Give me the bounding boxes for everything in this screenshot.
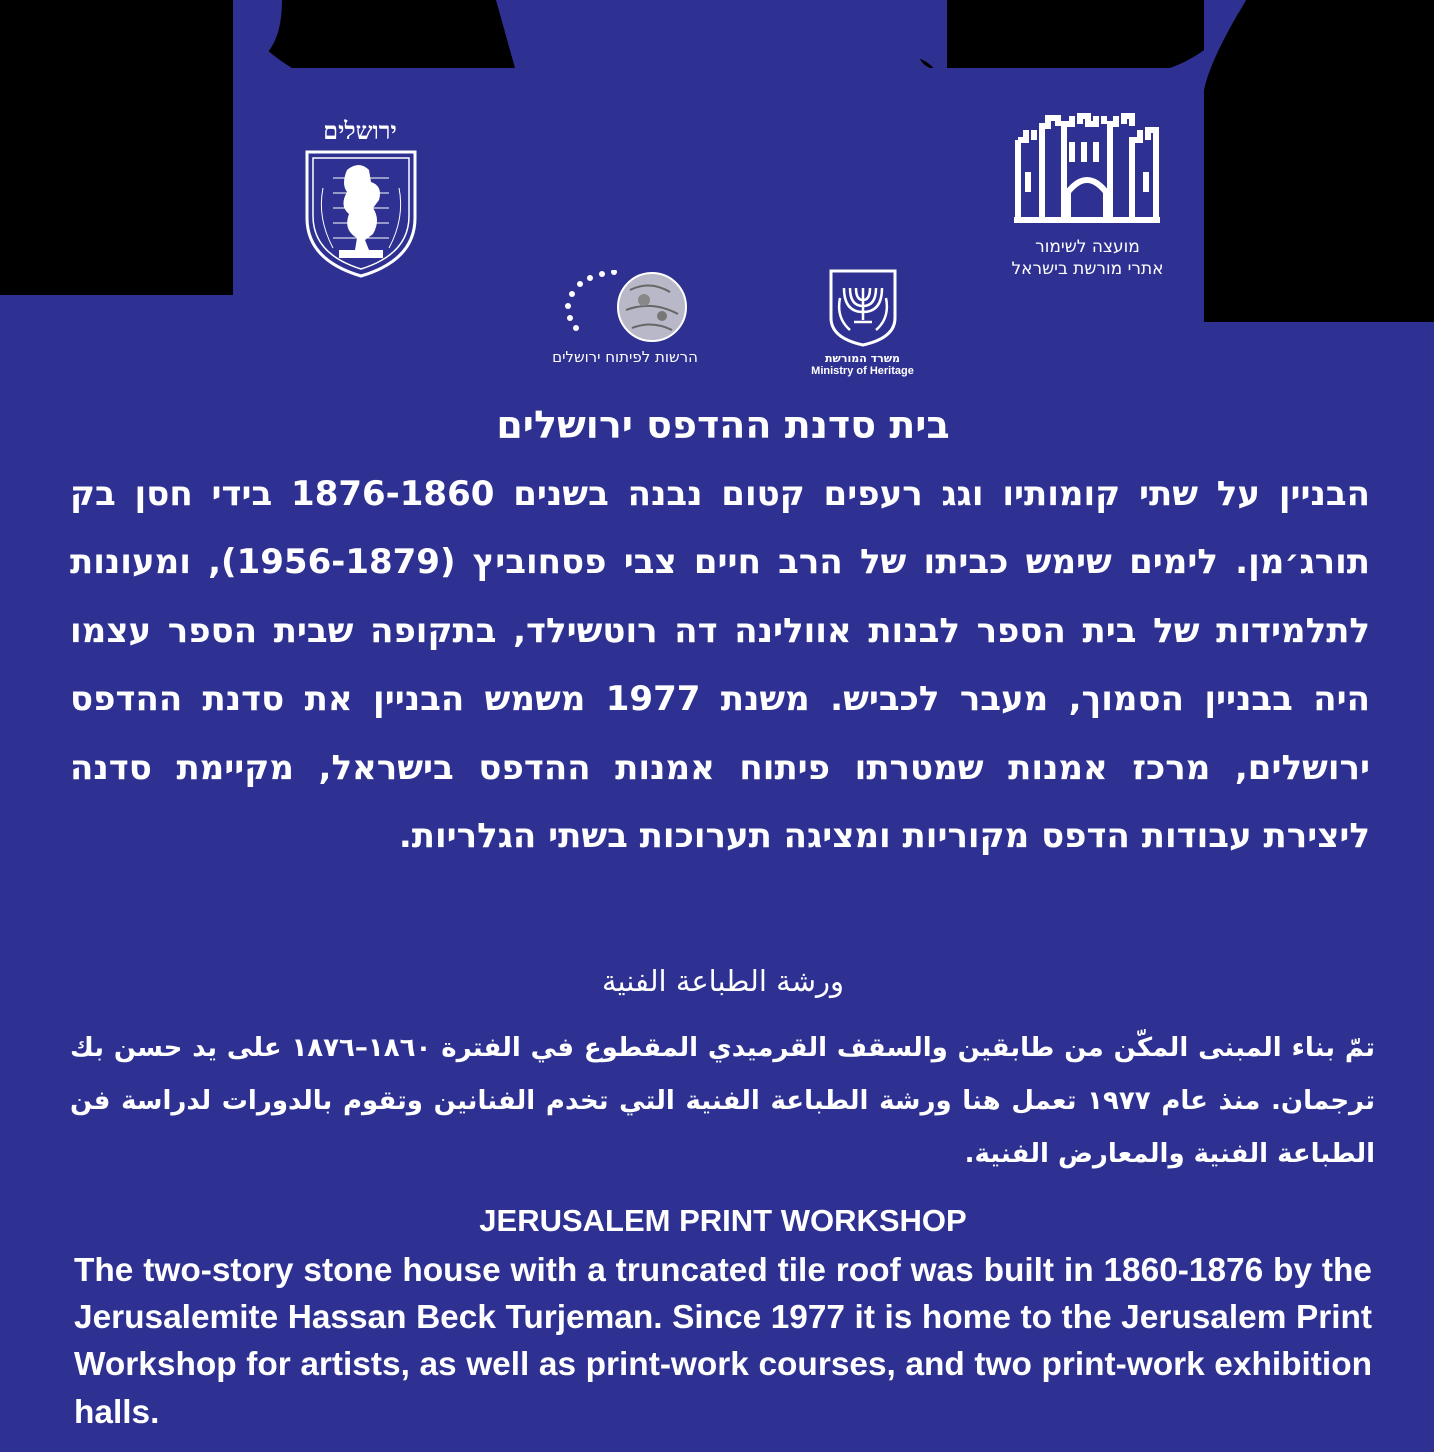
heritage-council-building-icon bbox=[1012, 112, 1162, 224]
heritage-council-line2: אתרי מורשת בישראל bbox=[1011, 259, 1164, 279]
english-body: The two-story stone house with a truncated tile roof was built in 1860-1876 by the Jerusalemite Hassan Beck Turjeman. Since 1977 it is home to the Jerusalem Print Workshop for artists, as well as print-work courses, and two print-work exhibition halls. bbox=[74, 1252, 1372, 1431]
hebrew-body: הבניין על שתי קומותיו וגג רעפים קטום נבנה בשנים 1876-1860 בידי חסן בק תורג׳מן. לימים שימש כביתו של הרב חיים צבי פסחוביץ (1956-1879), ומעונות לתלמידות של בית הספר לבנות אוולינה דה רוטשילד, בתקופה שבית הספר עצמו היה בבניין הסמוך, מעבר לכביש. משנת 1977 משמש הבניין את סדנת ההדפס ירושלים, מרכז אמנות שמטרתו פיתוח אמנות ההדפס בישראל, מקיימת סדנה ליצירת עבודות הדפס מקוריות ומציגה תערוכות בשתי הגלריות. bbox=[70, 474, 1371, 857]
arabic-title: ورشة الطباعة الفنية bbox=[601, 964, 845, 998]
ministry-caption bbox=[800, 352, 925, 378]
jerusalem-wordmark: ירושלים bbox=[323, 116, 397, 145]
heritage-council-line1: מועצה לשימור bbox=[1035, 237, 1140, 257]
heritage-council-caption bbox=[975, 236, 1200, 280]
ministry-caption-en: Ministry of Heritage bbox=[811, 365, 914, 377]
jerusalem-lion-emblem-icon bbox=[303, 148, 419, 278]
english-title: JERUSALEM PRINT WORKSHOP bbox=[479, 1203, 967, 1238]
hebrew-title: בית סדנת ההדפס ירושלים bbox=[496, 403, 950, 447]
ministry-caption-he: משרד המורשת bbox=[825, 352, 900, 365]
arabic-body: تمّ بناء المبنى المكّن من طابقين والسقف القرميدي المقطوع في الفترة ١٨٦٠–١٨٧٦ على يد حسن بك ترجمان. منذ عام ١٩٧٧ تعمل هنا ورشة الطباعة الفنية التي تخدم الفنانين وتقوم بالدورات لدراسة فن الطباعة الفنية والمعارض الفنية. bbox=[70, 1033, 1376, 1169]
development-authority-globe-icon bbox=[560, 270, 690, 345]
state-emblem-menorah-icon bbox=[828, 268, 898, 348]
development-authority-caption: הרשות לפיתוח ירושלים bbox=[552, 348, 698, 366]
